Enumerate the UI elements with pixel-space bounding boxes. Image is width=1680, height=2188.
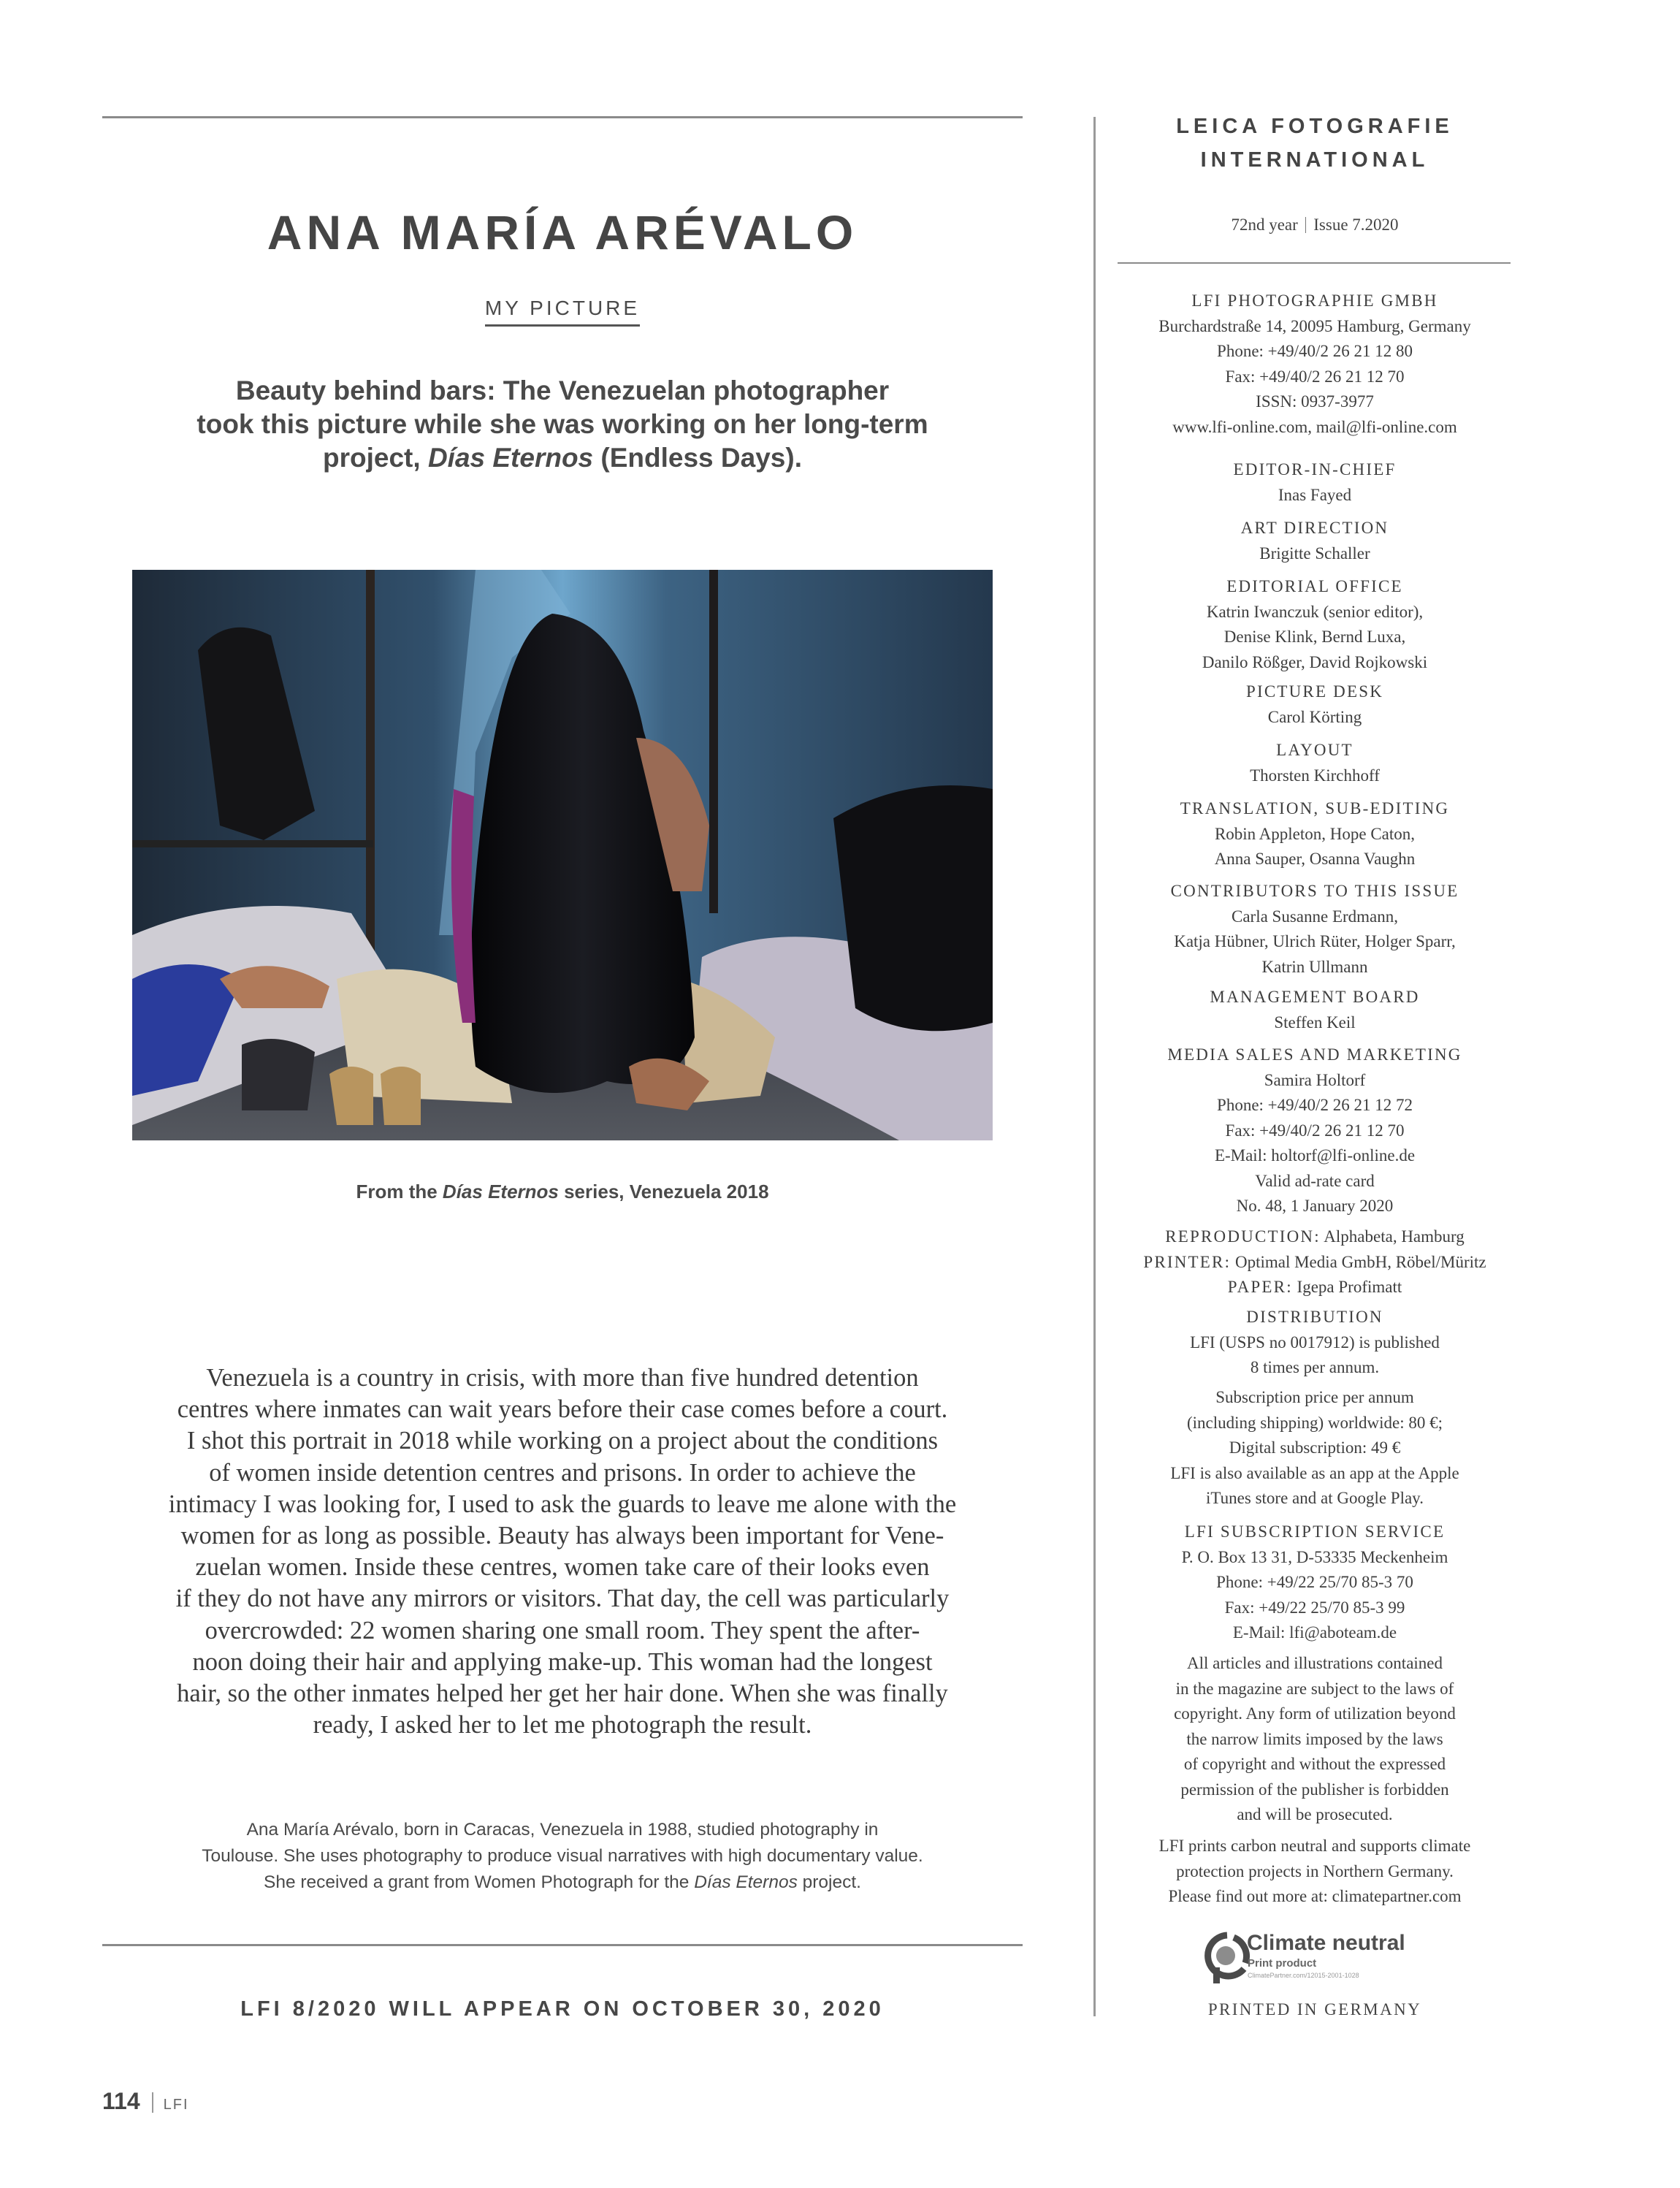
production-line: [1118, 1224, 1512, 1250]
logo-subtitle: Print product: [1248, 1957, 1317, 1970]
page-folio: [102, 2088, 189, 2118]
column-divider: [1093, 117, 1096, 2016]
bottom-rule: [102, 1944, 1023, 1946]
article-deck: [161, 374, 964, 475]
section-line[interactable]: [1118, 1143, 1512, 1169]
distribution-block: [1118, 1305, 1512, 1381]
imprint-rule: [1118, 262, 1511, 264]
climate-line: protection projects in Northern Germany.: [1176, 1861, 1454, 1880]
climate-block: [1118, 1834, 1512, 1910]
section-heading: TRANSLATION, SUB-EDITING: [1180, 799, 1450, 817]
bunk-rail: [132, 840, 373, 847]
body-line: women for as long as possible. Beauty has always been important for Vene-: [180, 1522, 944, 1550]
section-heading: MANAGEMENT BOARD: [1210, 988, 1420, 1006]
copyright-line: and will be prosecuted.: [1237, 1805, 1393, 1823]
climate-line: LFI prints carbon neutral and supports climate: [1158, 1837, 1471, 1855]
production-value: Alphabeta, Hamburg: [1320, 1227, 1465, 1246]
bio-project-title: Días Eternos: [694, 1872, 798, 1892]
copyright-line: the narrow limits imposed by the laws: [1186, 1729, 1443, 1748]
deck-text: project,: [323, 443, 428, 473]
publisher-heading: LFI PHOTOGRAPHIE GMBH: [1191, 291, 1438, 310]
section-line: Katrin Ullmann: [1261, 957, 1368, 976]
bunk-post-right: [709, 570, 718, 913]
author-bio: [131, 1817, 993, 1896]
deck-line-1: Beauty behind bars: The Venezuelan photographer: [235, 376, 890, 405]
section-line: Danilo Rößger, David Rojkowski: [1202, 652, 1428, 671]
distribution-line: 8 times per annum.: [1250, 1358, 1380, 1376]
body-line: if they do not have any mirrors or visitors. That day, the cell was particularly: [175, 1585, 950, 1613]
section-line: Thorsten Kirchhoff: [1250, 766, 1380, 785]
section-heading: PICTURE DESK: [1245, 682, 1384, 701]
production-value: Igepa Profimatt: [1292, 1278, 1402, 1296]
caption-text: From the: [356, 1181, 443, 1202]
subscription-line: iTunes store and at Google Play.: [1206, 1489, 1424, 1507]
climate-neutral-logo: [1202, 1931, 1443, 1986]
subscription-line: (including shipping) worldwide: 80 €;: [1186, 1413, 1443, 1432]
masthead-line-2: INTERNATIONAL: [1200, 148, 1429, 172]
section-heading: MEDIA SALES AND MARKETING: [1167, 1045, 1462, 1064]
copyright-line: of copyright and without the expressed: [1183, 1755, 1446, 1773]
climate-line[interactable]: [1118, 1884, 1512, 1910]
subscription-line: Subscription price per annum: [1215, 1388, 1414, 1406]
subscription-service-line[interactable]: [1118, 1620, 1512, 1646]
copyright-line: All articles and illustrations contained: [1186, 1654, 1443, 1672]
top-rule: [102, 116, 1023, 118]
issue-line: [1118, 214, 1512, 236]
section-line: Katrin Iwanczuk (senior editor),: [1206, 602, 1424, 621]
section-kicker: MY PICTURE: [485, 296, 640, 327]
section-line: Denise Klink, Bernd Luxa,: [1223, 628, 1406, 646]
body-line: intimacy I was looking for, I used to ask the guards to leave me alone with the: [168, 1490, 957, 1518]
climate-link[interactable]: Please find out more at: climatepartner.com: [1168, 1887, 1462, 1905]
copyright-block: [1118, 1651, 1512, 1828]
page-number: 114: [102, 2088, 140, 2114]
bio-line: Ana María Arévalo, born in Caracas, Venezuela in 1988, studied photography in: [246, 1820, 879, 1840]
article-body: [131, 1362, 993, 1741]
section-line: Anna Sauper, Osanna Vaughn: [1214, 850, 1416, 868]
section-art-direction: [1118, 516, 1512, 566]
production-label: REPRODUCTION:: [1165, 1227, 1321, 1246]
body-line: Venezuela is a country in crisis, with more than five hundred detention: [206, 1364, 919, 1392]
section-line: No. 48, 1 January 2020: [1236, 1197, 1394, 1215]
folio-magazine: LFI: [163, 2097, 189, 2113]
shoe: [242, 1039, 315, 1110]
folio-separator: [152, 2092, 153, 2113]
body-line: noon doing their hair and applying make-up. This woman had the longest: [192, 1647, 933, 1676]
section-heading: CONTRIBUTORS TO THIS ISSUE: [1170, 882, 1459, 900]
subscription-block: [1118, 1385, 1512, 1512]
logo-stem: [1213, 1967, 1220, 1983]
bio-text: She received a grant from Women Photograph for the: [263, 1872, 695, 1892]
section-translation: [1118, 796, 1512, 872]
subscription-line: Digital subscription: 49 €: [1229, 1438, 1401, 1457]
production-value: Optimal Media GmbH, Röbel/Müritz: [1231, 1252, 1486, 1271]
masthead-line-1: LEICA FOTOGRAFIE: [1176, 115, 1454, 138]
issue-year: 72nd year: [1231, 216, 1298, 234]
logo-title: Climate neutral: [1247, 1931, 1405, 1955]
copyright-line: permission of the publisher is forbidden: [1180, 1780, 1449, 1799]
body-line: overcrowded: 22 women sharing one small room. They spent the after-: [205, 1616, 920, 1644]
logo-ring-right: [1234, 1937, 1247, 1963]
production-block: [1118, 1224, 1512, 1300]
bio-text: project.: [797, 1872, 861, 1892]
sandal-left: [329, 1067, 373, 1125]
caption-series-title: Días Eternos: [442, 1181, 559, 1202]
section-editor-in-chief: [1118, 457, 1512, 508]
publisher-line: Phone: +49/40/2 26 21 12 80: [1217, 342, 1413, 360]
subscription-service-heading: LFI SUBSCRIPTION SERVICE: [1184, 1522, 1446, 1541]
body-line: zuelan women. Inside these centres, women take care of their looks even: [195, 1553, 930, 1582]
publisher-line[interactable]: [1118, 415, 1512, 441]
section-picture-desk: [1118, 679, 1512, 730]
body-line: centres where inmates can wait years before their case comes before a court.: [177, 1395, 948, 1424]
printed-in-germany: PRINTED IN GERMANY: [1207, 2000, 1422, 2019]
subscription-service-email[interactable]: E-Mail: lfi@aboteam.de: [1232, 1623, 1397, 1642]
media-sales-email[interactable]: E-Mail: holtorf@lfi-online.de: [1214, 1146, 1416, 1164]
publisher-line: Burchardstraße 14, 20095 Hamburg, Germany: [1158, 316, 1471, 335]
photo-caption: [102, 1179, 1023, 1204]
section-line: Katja Hübner, Ulrich Rüter, Holger Sparr,: [1174, 932, 1456, 950]
subscription-service-block: [1118, 1520, 1512, 1646]
issue-number: Issue 7.2020: [1313, 216, 1399, 234]
section-line: Carol Körting: [1267, 707, 1362, 726]
publisher-block: [1118, 289, 1512, 440]
section-line: Inas Fayed: [1278, 485, 1352, 504]
issue-separator: [1305, 217, 1307, 233]
section-editorial-office: [1118, 574, 1512, 675]
kicker-container: [102, 296, 1023, 327]
deck-line-3: [161, 441, 964, 475]
copyright-line: copyright. Any form of utilization beyond: [1174, 1704, 1456, 1723]
publisher-line: Fax: +49/40/2 26 21 12 70: [1225, 367, 1405, 386]
body-line: hair, so the other inmates helped her get her hair done. When she was finally: [177, 1680, 948, 1708]
production-label: PAPER:: [1227, 1278, 1293, 1296]
production-line: [1118, 1250, 1512, 1276]
deck-text: (Endless Days).: [593, 443, 802, 473]
section-line: Steffen Keil: [1274, 1013, 1356, 1032]
sleeping-figure: [833, 785, 993, 1031]
production-label: PRINTER:: [1143, 1252, 1232, 1271]
section-line: Robin Appleton, Hope Caton,: [1214, 824, 1416, 843]
section-media-sales: [1118, 1042, 1512, 1219]
body-line: of women inside detention centres and prisons. In order to achieve the: [209, 1458, 916, 1487]
publisher-contact[interactable]: www.lfi-online.com, mail@lfi-online.com: [1172, 417, 1457, 436]
bio-line: [131, 1869, 993, 1896]
section-heading: LAYOUT: [1276, 741, 1353, 759]
feature-photograph: [132, 570, 993, 1140]
body-line: I shot this portrait in 2018 while working on a project about the conditions: [186, 1427, 939, 1455]
logo-dot: [1216, 1946, 1235, 1965]
masthead: [1118, 110, 1512, 177]
copyright-line: in the magazine are subject to the laws of: [1175, 1679, 1454, 1698]
sandal-right: [381, 1067, 421, 1125]
publisher-line: ISSN: 0937-3977: [1256, 392, 1374, 411]
section-management-board: [1118, 985, 1512, 1035]
section-heading: EDITOR-IN-CHIEF: [1233, 460, 1397, 479]
section-heading: EDITORIAL OFFICE: [1226, 577, 1403, 595]
caption-text: series, Venezuela 2018: [558, 1181, 769, 1202]
next-issue-notice: LFI 8/2020 WILL APPEAR ON OCTOBER 30, 2020: [240, 1997, 885, 2021]
section-line: Carla Susanne Erdmann,: [1231, 907, 1399, 926]
section-heading: ART DIRECTION: [1240, 519, 1389, 537]
body-line: ready, I asked her to let me photograph the result.: [313, 1711, 812, 1739]
subscription-service-line: Fax: +49/22 25/70 85-3 99: [1224, 1598, 1405, 1617]
section-contributors: [1118, 879, 1512, 980]
deck-line-2: took this picture while she was working on her long-term: [196, 409, 928, 439]
production-line: [1118, 1275, 1512, 1300]
subscription-service-line: Phone: +49/22 25/70 85-3 70: [1216, 1573, 1413, 1591]
section-line: Brigitte Schaller: [1259, 544, 1370, 563]
distribution-heading: DISTRIBUTION: [1246, 1308, 1383, 1326]
section-line: Fax: +49/40/2 26 21 12 70: [1225, 1121, 1405, 1140]
article-title: ANA MARÍA ARÉVALO: [267, 205, 858, 259]
bunk-post-left: [366, 570, 375, 979]
distribution-line: LFI (USPS no 0017912) is published: [1190, 1333, 1440, 1352]
bio-line: Toulouse. She uses photography to produce visual narratives with high documentary value.: [202, 1846, 923, 1866]
subscription-line: LFI is also available as an app at the Apple: [1170, 1463, 1459, 1482]
section-line: Samira Holtorf: [1264, 1070, 1366, 1089]
photo-illustration: [132, 570, 993, 1140]
subscription-service-line: P. O. Box 13 31, D-53335 Meckenheim: [1181, 1547, 1448, 1566]
project-title: Días Eternos: [427, 443, 594, 473]
section-line: Phone: +49/40/2 26 21 12 72: [1217, 1096, 1413, 1114]
climate-partner-icon: [1202, 1931, 1253, 1986]
logo-id: ClimatePartner.com/12015-2001-1028: [1248, 1972, 1359, 1979]
section-line: Valid ad-rate card: [1255, 1171, 1375, 1190]
section-layout: [1118, 738, 1512, 788]
